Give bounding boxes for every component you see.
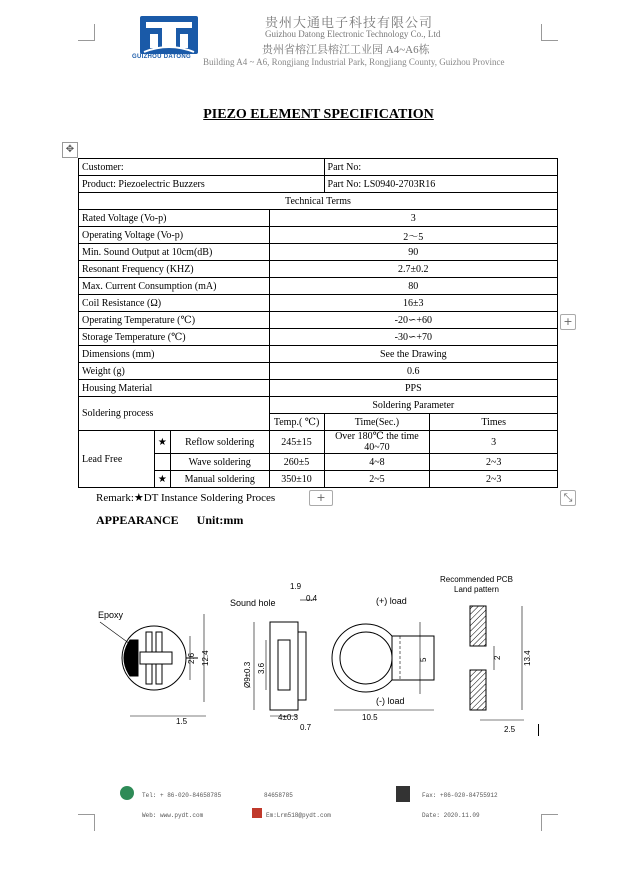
footer-email: Em:Lrm518@pydt.com xyxy=(266,812,331,819)
email-icon xyxy=(252,808,262,818)
resize-table-icon[interactable]: ⤡ xyxy=(560,490,576,506)
table-row xyxy=(79,227,558,244)
spec-label-cell: Dimensions (mm) xyxy=(79,346,270,363)
spec-value-cell: 16±3 xyxy=(269,295,557,312)
epoxy-label: Epoxy xyxy=(98,610,124,620)
corner-mark-tl xyxy=(78,24,95,41)
pcb-title-1: Recommended PCB xyxy=(440,575,513,584)
table-row xyxy=(79,363,558,380)
dim-label: 2.6 xyxy=(187,652,196,664)
dim-label: 12.4 xyxy=(201,650,210,666)
dim-label: 2.5 xyxy=(504,725,516,734)
appearance-drawing xyxy=(90,570,540,740)
dim-label: 1.9 xyxy=(290,582,302,591)
soldering-process-cell: Soldering process xyxy=(79,397,270,431)
spec-value-cell: 2～5 xyxy=(269,227,557,244)
company-address-cn: 贵州省榕江县榕江工业园 A4~A6栋 xyxy=(262,44,430,56)
table-row xyxy=(79,193,558,210)
dim-label: 0.7 xyxy=(300,723,312,732)
pcb-title-2: Land pattern xyxy=(454,585,499,594)
dim-label: 4±0.3 xyxy=(278,713,298,722)
technical-terms-header: Technical Terms xyxy=(79,193,558,210)
front-view xyxy=(100,614,206,716)
spec-value-cell: -20∽+60 xyxy=(269,312,557,329)
dim-label: 3.6 xyxy=(257,662,266,674)
temp-cell: 350±10 xyxy=(269,471,324,488)
method-cell: Wave soldering xyxy=(170,454,269,471)
times-cell: 3 xyxy=(430,431,558,454)
fax-icon xyxy=(396,786,410,802)
spec-label-cell: Storage Temperature (℃) xyxy=(79,329,270,346)
star-mark: ★ xyxy=(154,431,170,454)
corner-mark-bl xyxy=(78,814,95,831)
spec-value-cell: -30∽+70 xyxy=(269,329,557,346)
table-row xyxy=(79,159,558,176)
time-cell: 4~8 xyxy=(324,454,430,471)
times-cell: 2~3 xyxy=(430,471,558,488)
dim-label: 0.4 xyxy=(306,594,318,603)
logo-text: GUIZHOU DATONG xyxy=(132,54,191,60)
spec-label-cell: Operating Temperature (℃) xyxy=(79,312,270,329)
table-row xyxy=(79,346,558,363)
footer-date: Date: 2020.11.09 xyxy=(422,812,480,819)
dim-label: 10.5 xyxy=(362,713,378,722)
company-name-cn: 贵州大通电子科技有限公司 xyxy=(265,15,434,30)
dim-label: 2 xyxy=(493,655,502,660)
product-cell: Product: Piezoelectric Buzzers xyxy=(79,176,325,193)
table-move-handle-icon[interactable]: ✥ xyxy=(62,142,78,158)
footer-tel2: 84658785 xyxy=(264,792,293,799)
corner-mark-tr xyxy=(541,24,558,41)
corner-mark-br xyxy=(541,814,558,831)
customer-cell: Customer: xyxy=(79,159,325,176)
time-cell: 2~5 xyxy=(324,471,430,488)
temp-header: Temp.( ℃) xyxy=(269,414,324,431)
table-row xyxy=(79,261,558,278)
footer-web: Web: www.pydt.com xyxy=(142,812,204,819)
method-cell: Manual soldering xyxy=(170,471,269,488)
dim-label: 13.4 xyxy=(523,650,532,666)
spec-value-cell: 2.7±0.2 xyxy=(269,261,557,278)
soldering-parameter-header: Soldering Parameter xyxy=(269,397,557,414)
pcb-land-pattern xyxy=(470,606,524,720)
footer-tel: Tel: + 86-020-84658785 xyxy=(142,792,222,799)
star-mark: ★ xyxy=(154,471,170,488)
spec-label-cell: Resonant Frequency (KHZ) xyxy=(79,261,270,278)
appearance-heading: APPEARANCE Unit:mm xyxy=(96,513,244,527)
star-mark xyxy=(154,454,170,471)
part-no-value-cell: Part No: LS0940-2703R16 xyxy=(324,176,557,193)
spec-value-cell: 80 xyxy=(269,278,557,295)
times-cell: 2~3 xyxy=(430,454,558,471)
spec-value-cell: See the Drawing xyxy=(269,346,557,363)
table-row xyxy=(79,244,558,261)
spec-value-cell: 90 xyxy=(269,244,557,261)
dim-label: 1.5 xyxy=(176,717,188,726)
remark-text: Remark:★DT Instance Soldering Proces xyxy=(96,492,276,504)
table-row xyxy=(79,312,558,329)
spec-value-cell: PPS xyxy=(269,380,557,397)
part-no-label-cell: Part No: xyxy=(324,159,557,176)
add-column-button[interactable]: + xyxy=(560,314,576,330)
table-row xyxy=(79,329,558,346)
table-row xyxy=(79,278,558,295)
phone-icon xyxy=(120,786,134,800)
time-cell: Over 180℃ the time 40~70 xyxy=(324,431,430,454)
text-cursor xyxy=(538,724,539,736)
spec-label-cell: Rated Voltage (Vo-p) xyxy=(79,210,270,227)
company-address-en: Building A4 ~ A6, Rongjiang Industrial Park, Rongjiang County, Guizhou Province xyxy=(203,57,505,67)
spec-value-cell: 0.6 xyxy=(269,363,557,380)
spec-label-cell: Min. Sound Output at 10cm(dB) xyxy=(79,244,270,261)
spec-value-cell: 3 xyxy=(269,210,557,227)
spec-rows xyxy=(79,210,558,397)
spec-label-cell: Operating Voltage (Vo-p) xyxy=(79,227,270,244)
document-title: PIEZO ELEMENT SPECIFICATION xyxy=(203,107,434,122)
spec-label-cell: Coil Resistance (Ω) xyxy=(79,295,270,312)
temp-cell: 260±5 xyxy=(269,454,324,471)
time-header: Time(Sec.) xyxy=(324,414,430,431)
table-row xyxy=(79,176,558,193)
load-minus-label: (-) load xyxy=(376,696,405,706)
temp-cell: 245±15 xyxy=(269,431,324,454)
load-plus-label: (+) load xyxy=(376,596,407,606)
lead-free-cell: Lead Free xyxy=(79,431,155,488)
dim-label: 5 xyxy=(419,657,428,662)
spec-table xyxy=(78,158,558,488)
table-row xyxy=(79,380,558,397)
sound-hole-label: Sound hole xyxy=(230,598,276,608)
side-view xyxy=(254,600,314,716)
times-header: Times xyxy=(430,414,558,431)
add-row-button[interactable]: + xyxy=(309,490,333,506)
spec-label-cell: Housing Material xyxy=(79,380,270,397)
table-row xyxy=(79,210,558,227)
table-row xyxy=(79,431,558,454)
table-row xyxy=(79,295,558,312)
table-row xyxy=(79,397,558,414)
spec-label-cell: Max. Current Consumption (mA) xyxy=(79,278,270,295)
spec-label-cell: Weight (g) xyxy=(79,363,270,380)
company-name-en: Guizhou Datong Electronic Technology Co., Ltd xyxy=(265,29,441,39)
footer-fax: Fax: +86-020-84755912 xyxy=(422,792,498,799)
dim-label: Ø9±0.3 xyxy=(243,661,252,688)
method-cell: Reflow soldering xyxy=(170,431,269,454)
